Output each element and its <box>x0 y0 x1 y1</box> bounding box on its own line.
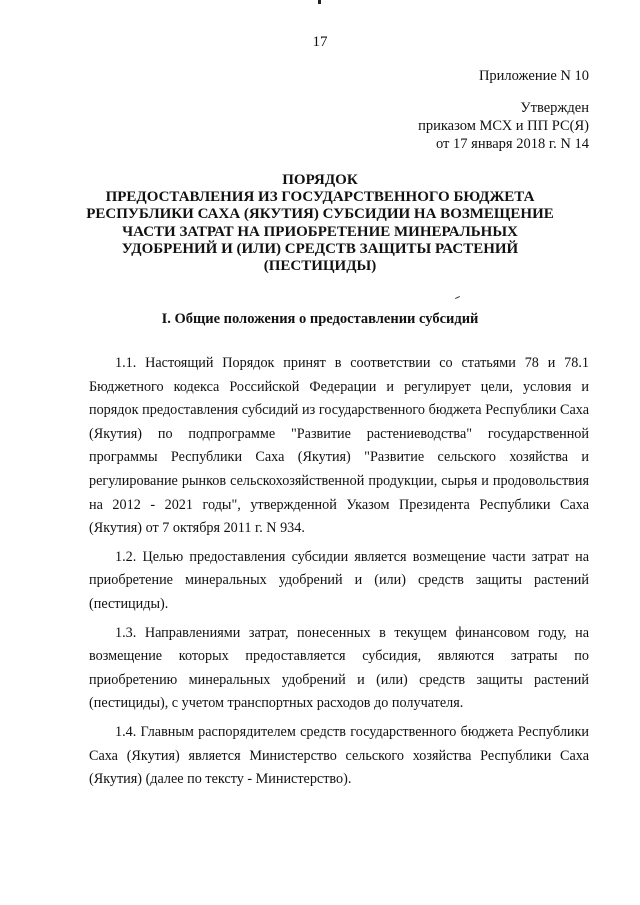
section-body <box>89 352 589 797</box>
paragraph: 1.2. Целью предоставления субсидии является возмещение части затрат на приобретение минеральных удобрений и (или) средств защиты растений (пестициды). <box>89 548 589 612</box>
paragraph: 1.3. Направлениями затрат, понесенных в текущем финансовом году, на возмещение которых предоставляется субсидия, являются затраты по приобретению минеральных удобрений и (или) средств защиты растений (пестициды), с учетом транспортных расходов до получателя. <box>89 624 589 712</box>
title-line: ЧАСТИ ЗАТРАТ НА ПРИОБРЕТЕНИЕ МИНЕРАЛЬНЫХ <box>122 223 518 240</box>
scan-mark <box>318 0 321 4</box>
paragraph: 1.1. Настоящий Порядок принят в соответствии со статьями 78 и 78.1 Бюджетного кодекса Российской Федерации и регулирует цели, условия и порядок предоставления субсидий из государственного бюджета Республики Саха (Якутия) по подпрограмме "Развитие растениеводства" государственной программы Республики Саха (Якутия) "Развитие сельского хозяйства и регулирование рынков сельскохозяйственной продукции, сырья и продовольствия на 2012 - 2021 годы", утвержденной Указом Президента Республики Саха (Якутия) от 7 октября 2011 г. N 934. <box>89 355 589 537</box>
title-line: ПОРЯДОК <box>282 172 358 188</box>
section-heading: I. Общие положения о предоставлении субсидий <box>161 311 479 327</box>
approval-line: Утвержден <box>520 100 589 116</box>
approval-block <box>418 67 589 153</box>
title-line: РЕСПУБЛИКИ САХА (ЯКУТИЯ) СУБСИДИИ НА ВОЗМЕЩЕНИЕ <box>86 206 554 223</box>
paragraph: 1.4. Главным распорядителем средств государственного бюджета Республики Саха (Якутия) является Министерство сельского хозяйства Республики Саха (Якутия) (далее по тексту - Министерство). <box>89 723 589 788</box>
title-line: УДОБРЕНИЙ И (ИЛИ) СРЕДСТВ ЗАЩИТЫ РАСТЕНИЙ <box>121 240 519 257</box>
approval-line: приказом МСХ и ПП РС(Я) <box>418 118 589 134</box>
title-line: ПРЕДОСТАВЛЕНИЯ ИЗ ГОСУДАРСТВЕННОГО БЮДЖЕТА <box>105 189 535 206</box>
document-title <box>60 172 580 275</box>
appendix-label: Приложение N 10 <box>478 68 589 84</box>
scan-mark <box>455 296 460 299</box>
title-line: (ПЕСТИЦИДЫ) <box>263 258 377 275</box>
approval-line: от 17 января 2018 г. N 14 <box>436 136 589 152</box>
page-number: 17 <box>312 34 328 50</box>
